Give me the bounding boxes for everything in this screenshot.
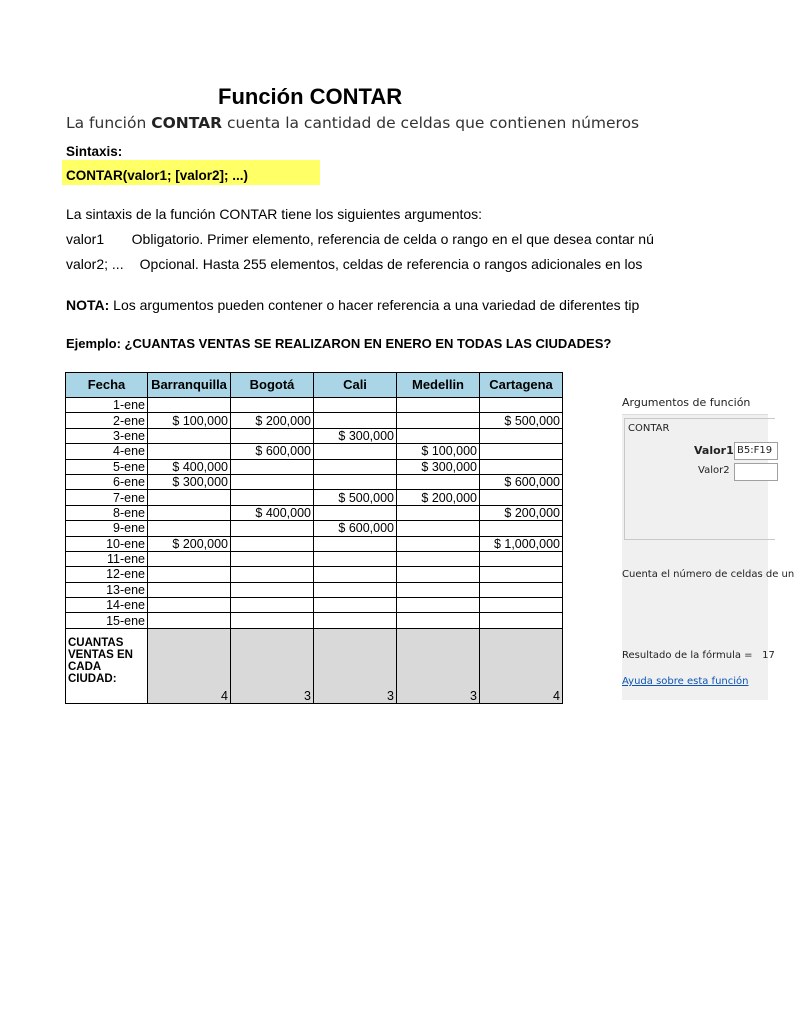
totals-row (66, 628, 563, 703)
formula-result-value: 17 (762, 650, 775, 661)
sale-cell[interactable]: $ 600,000 (231, 444, 314, 459)
note (66, 297, 649, 313)
sale-cell[interactable] (231, 598, 314, 613)
table-row (66, 398, 563, 413)
sale-cell[interactable] (397, 521, 480, 536)
sale-cell[interactable]: $ 400,000 (148, 459, 231, 474)
table-header-row (66, 373, 563, 398)
sale-cell[interactable] (148, 428, 231, 443)
sale-cell[interactable] (397, 398, 480, 413)
sale-cell[interactable] (314, 444, 397, 459)
sale-cell[interactable] (397, 428, 480, 443)
syntax-label: Sintaxis: (66, 144, 123, 159)
sale-cell[interactable] (397, 413, 480, 428)
sale-cell[interactable]: $ 400,000 (231, 505, 314, 520)
sale-cell[interactable] (231, 490, 314, 505)
total-cell[interactable]: 4 (480, 628, 563, 703)
subtitle-prefix: La función (66, 114, 152, 132)
sale-cell[interactable]: $ 300,000 (397, 459, 480, 474)
sale-cell[interactable]: $ 600,000 (314, 521, 397, 536)
total-cell[interactable]: 3 (397, 628, 480, 703)
date-cell[interactable]: 1-ene (66, 398, 148, 413)
table-row (66, 490, 563, 505)
date-cell[interactable]: 4-ene (66, 444, 148, 459)
sale-cell[interactable] (397, 474, 480, 489)
sale-cell[interactable] (148, 521, 231, 536)
date-cell[interactable]: 12-ene (66, 567, 148, 582)
date-cell[interactable]: 7-ene (66, 490, 148, 505)
sale-cell[interactable] (314, 613, 397, 628)
function-description: Cuenta el número de celdas de un (622, 569, 794, 580)
sale-cell[interactable] (397, 582, 480, 597)
sale-cell[interactable] (231, 398, 314, 413)
table-row (66, 567, 563, 582)
date-cell[interactable]: 14-ene (66, 598, 148, 613)
totals-label: CUANTAS VENTAS EN CADA CIUDAD: (66, 628, 148, 703)
sale-cell[interactable] (231, 582, 314, 597)
sale-cell[interactable] (148, 551, 231, 566)
table-row (66, 613, 563, 628)
sale-cell[interactable]: $ 600,000 (480, 474, 563, 489)
table-row (66, 444, 563, 459)
page-title: Función CONTAR (218, 84, 403, 109)
sale-cell[interactable] (148, 398, 231, 413)
sale-cell[interactable] (480, 567, 563, 582)
valor2-label: Valor2 (698, 465, 730, 476)
date-cell[interactable]: 6-ene (66, 474, 148, 489)
sale-cell[interactable] (231, 536, 314, 551)
total-cell[interactable]: 3 (314, 628, 397, 703)
sale-cell[interactable]: $ 200,000 (231, 413, 314, 428)
sale-cell[interactable]: $ 200,000 (148, 536, 231, 551)
date-cell[interactable]: 3-ene (66, 428, 148, 443)
date-cell[interactable]: 15-ene (66, 613, 148, 628)
dialog-titlebar[interactable] (622, 392, 768, 415)
sale-cell[interactable] (314, 413, 397, 428)
note-text: Los argumentos pueden contener o hacer referencia a una variedad de diferentes tip (109, 297, 640, 313)
date-cell[interactable]: 10-ene (66, 536, 148, 551)
sale-cell[interactable] (480, 551, 563, 566)
sale-cell[interactable] (148, 567, 231, 582)
argument-name: valor1 (66, 231, 105, 247)
table-row (66, 598, 563, 613)
sale-cell[interactable] (148, 598, 231, 613)
sale-cell[interactable]: $ 300,000 (148, 474, 231, 489)
table-row (66, 459, 563, 474)
sale-cell[interactable] (314, 459, 397, 474)
date-cell[interactable]: 5-ene (66, 459, 148, 474)
sale-cell[interactable] (397, 536, 480, 551)
date-cell[interactable]: 8-ene (66, 505, 148, 520)
example-question (66, 336, 611, 351)
sale-cell[interactable] (480, 582, 563, 597)
sale-cell[interactable] (314, 505, 397, 520)
sale-cell[interactable] (314, 398, 397, 413)
date-cell[interactable]: 11-ene (66, 551, 148, 566)
valor2-input[interactable] (734, 463, 778, 481)
sale-cell[interactable]: $ 500,000 (314, 490, 397, 505)
total-cell[interactable]: 4 (148, 628, 231, 703)
sale-cell[interactable] (480, 598, 563, 613)
column-header-medellin[interactable]: Medellin (397, 373, 480, 398)
subtitle (66, 114, 639, 132)
sale-cell[interactable] (231, 551, 314, 566)
sale-cell[interactable] (397, 613, 480, 628)
help-link[interactable]: Ayuda sobre esta función (622, 676, 749, 687)
table-row (66, 428, 563, 443)
sale-cell[interactable] (397, 505, 480, 520)
sale-cell[interactable] (397, 551, 480, 566)
sale-cell[interactable] (148, 490, 231, 505)
sales-table (65, 372, 563, 704)
argument-description: Obligatorio. Primer elemento, referencia de celda o rango en el que desea contar nú (131, 231, 654, 247)
sale-cell[interactable] (231, 521, 314, 536)
sale-cell[interactable] (480, 613, 563, 628)
sale-cell[interactable] (480, 521, 563, 536)
sale-cell[interactable] (231, 474, 314, 489)
date-cell[interactable]: 2-ene (66, 413, 148, 428)
sale-cell[interactable] (231, 428, 314, 443)
sale-cell[interactable]: $ 200,000 (480, 505, 563, 520)
valor1-label: Valor1 (694, 444, 734, 457)
date-cell[interactable]: 13-ene (66, 582, 148, 597)
column-header-cali[interactable]: Cali (314, 373, 397, 398)
table-row (66, 551, 563, 566)
sale-cell[interactable]: $ 100,000 (397, 444, 480, 459)
sale-cell[interactable] (480, 459, 563, 474)
table-row (66, 505, 563, 520)
column-header-barranquilla[interactable]: Barranquilla (148, 373, 231, 398)
arguments-intro: La sintaxis de la función CONTAR tiene los siguientes argumentos: (66, 206, 483, 222)
sale-cell[interactable] (148, 444, 231, 459)
table-row (66, 521, 563, 536)
column-header-cartagena[interactable]: Cartagena (480, 373, 563, 398)
sale-cell[interactable] (480, 428, 563, 443)
formula-result (622, 650, 775, 661)
argument-description: Opcional. Hasta 255 elementos, celdas de referencia o rangos adicionales en los (139, 256, 643, 272)
sale-cell[interactable] (231, 613, 314, 628)
sale-cell[interactable] (314, 474, 397, 489)
sale-cell[interactable] (314, 598, 397, 613)
sale-cell[interactable] (231, 567, 314, 582)
table-row (66, 474, 563, 489)
sale-cell[interactable] (314, 536, 397, 551)
sale-cell[interactable]: $ 500,000 (480, 413, 563, 428)
column-header-bogota[interactable]: Bogotá (231, 373, 314, 398)
example-text: ¿CUANTAS VENTAS SE REALIZARON EN ENERO EN TODAS LAS CIUDADES? (120, 336, 612, 351)
subtitle-suffix: cuenta la cantidad de celdas que contienen números (222, 114, 640, 132)
sale-cell[interactable] (314, 582, 397, 597)
example-label: Ejemplo: (66, 336, 121, 351)
sale-cell[interactable]: $ 1,000,000 (480, 536, 563, 551)
sale-cell[interactable] (148, 505, 231, 520)
table-body (66, 398, 563, 704)
sale-cell[interactable] (480, 490, 563, 505)
argument-name: valor2; ... (66, 256, 124, 272)
sale-cell[interactable] (148, 582, 231, 597)
function-name-label: CONTAR (628, 423, 670, 434)
dialog-title: Argumentos de función (622, 396, 751, 409)
subtitle-function-name: CONTAR (151, 114, 223, 132)
note-label: NOTA: (66, 297, 110, 313)
date-cell[interactable]: 9-ene (66, 521, 148, 536)
syntax-formula: CONTAR(valor1; [valor2]; ...) (66, 168, 249, 183)
column-header-fecha[interactable]: Fecha (66, 373, 148, 398)
sale-cell[interactable]: $ 100,000 (148, 413, 231, 428)
total-cell[interactable]: 3 (231, 628, 314, 703)
table-row (66, 582, 563, 597)
sale-cell[interactable] (231, 459, 314, 474)
argument-valor2 (66, 256, 649, 272)
sale-cell[interactable] (314, 567, 397, 582)
sale-cell[interactable]: $ 200,000 (397, 490, 480, 505)
formula-result-label: Resultado de la fórmula = (622, 650, 753, 661)
sale-cell[interactable] (314, 551, 397, 566)
valor1-input[interactable]: B5:F19 (734, 442, 778, 460)
function-arguments-dialog (622, 392, 794, 700)
argument-valor1 (66, 231, 654, 247)
sale-cell[interactable] (397, 567, 480, 582)
table-row (66, 536, 563, 551)
sale-cell[interactable]: $ 300,000 (314, 428, 397, 443)
sale-cell[interactable] (480, 398, 563, 413)
sale-cell[interactable] (397, 598, 480, 613)
table-row (66, 413, 563, 428)
sale-cell[interactable] (480, 444, 563, 459)
sale-cell[interactable] (148, 613, 231, 628)
